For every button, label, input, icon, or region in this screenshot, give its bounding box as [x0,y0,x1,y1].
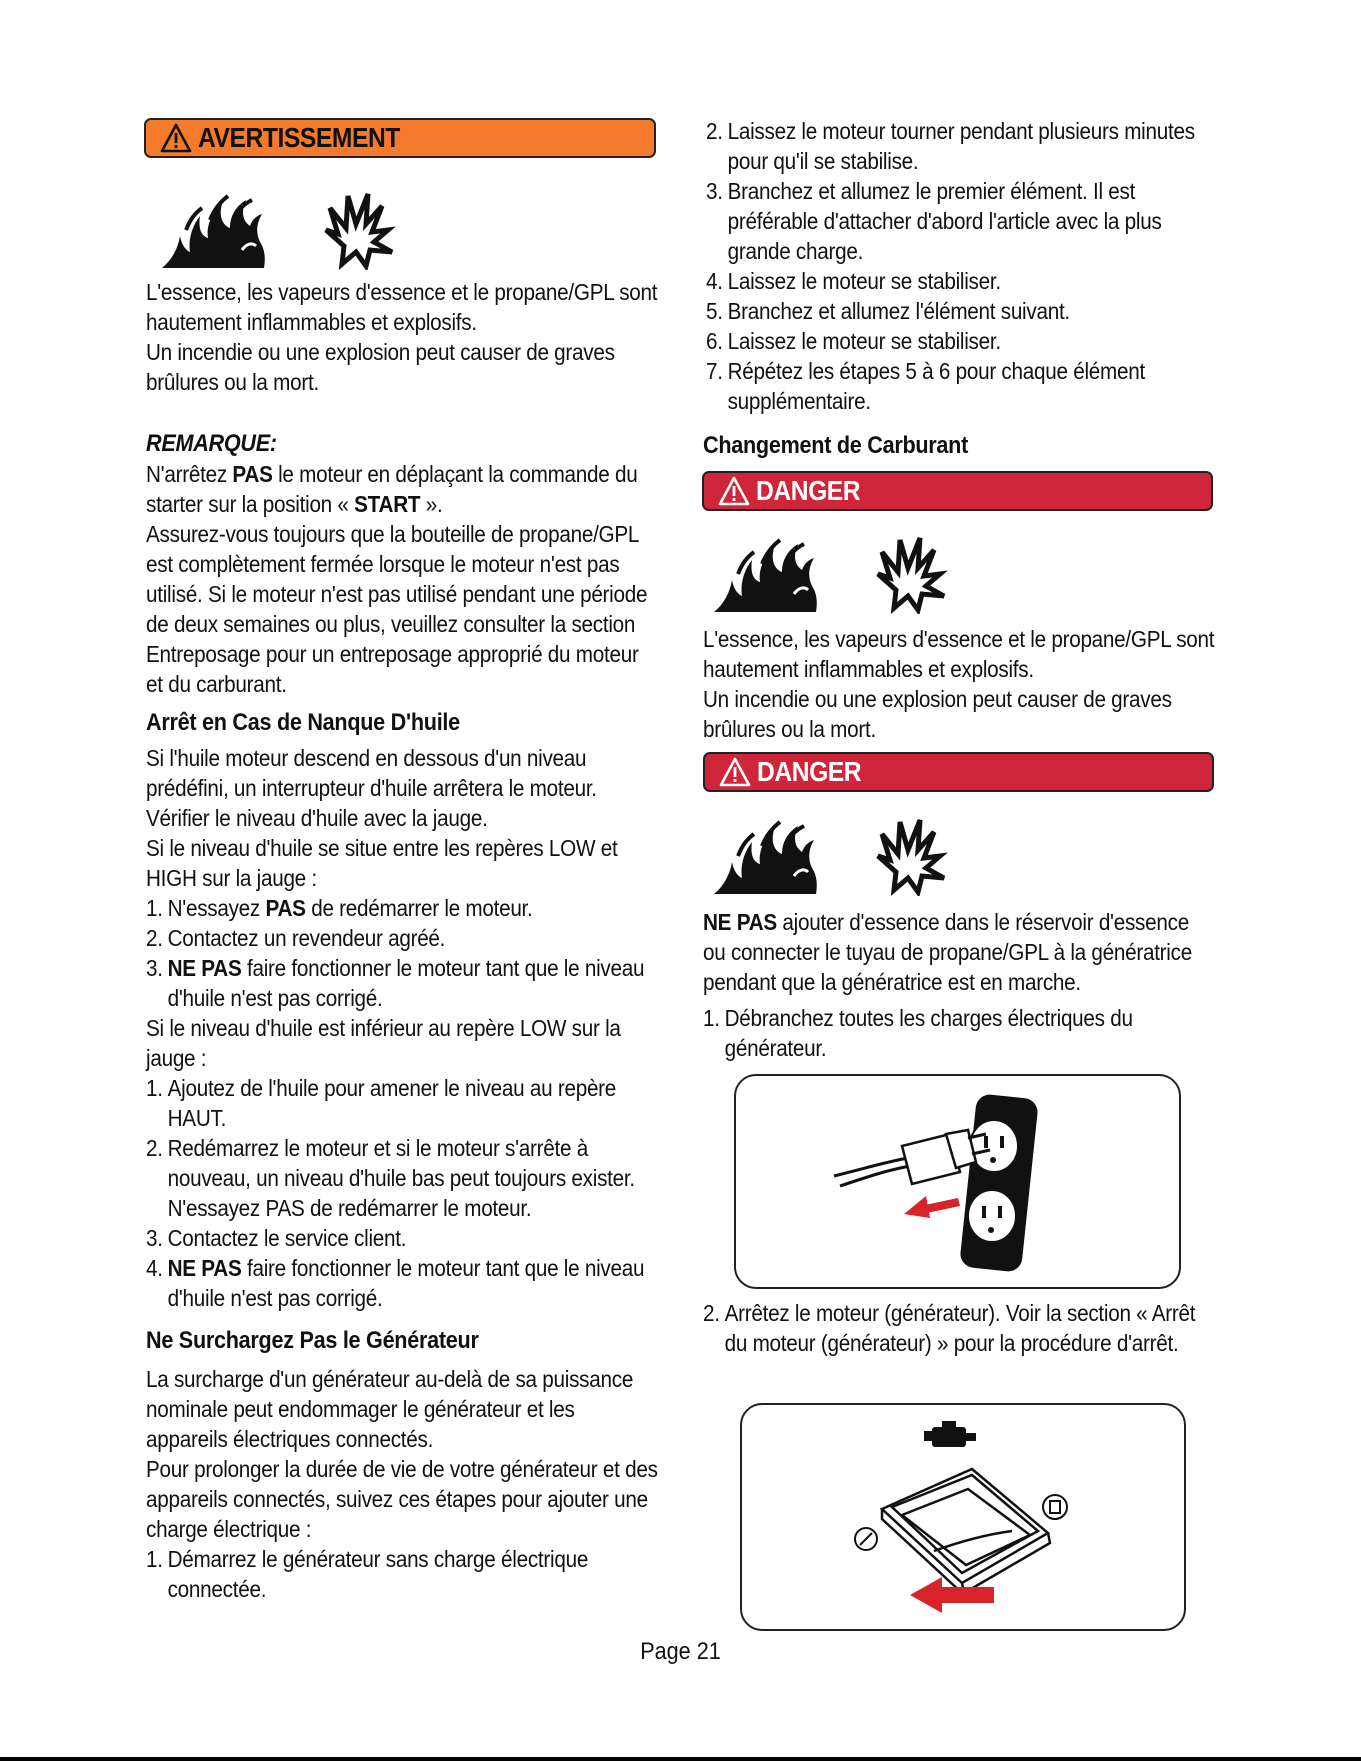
list-item: 3. Branchez et allumez le premier élément. Il est préférable d'attacher d'abord l'article avec la plus grande charge. [706,178,1162,264]
unplug-figure [734,1074,1181,1289]
hazard-text-flammable: L'essence, les vapeurs d'essence et le propane/GPL sont hautement inflammables et explosifs. [146,279,658,335]
oil-body [146,743,659,1313]
remark-paragraph-1: N'arrêtez PAS le moteur en déplaçant la commande du starter sur la position « START ». [146,461,638,517]
explosion-hazard-icon [868,816,948,896]
outlet-plug-illustration [736,1076,1179,1287]
hazard-icons [712,816,948,896]
left-hazard-text [146,277,659,397]
warning-banner-label: AVERTISSEMENT [198,122,400,153]
explosion-hazard-icon [868,534,948,614]
list-item: 2. Laissez le moteur tourner pendant plusieurs minutes pour qu'il se stabilise. [706,118,1195,174]
oil-paragraph-3: Si le niveau d'huile se situe entre les repères LOW et HIGH sur la jauge : [146,835,618,891]
hazard-icons [160,190,396,270]
oil-heading: Arrêt en Cas de Nanque D'huile [146,709,460,736]
oil-list-2 [146,1073,659,1313]
danger-banner-label: DANGER [756,475,861,506]
hazard-icons [712,534,948,614]
oil-paragraph-4: Si le niveau d'huile est inférieur au repère LOW sur la jauge : [146,1015,621,1071]
shutdown-step-2 [703,1298,1216,1358]
load-steps [706,116,1219,416]
no-refuel-warning: NE PAS ajouter d'essence dans le réservoir d'essence ou connecter le tuyau de propane/GPL à la génératrice pendant que la génératrice est en marche. [703,909,1192,995]
shutdown-list-1 [703,1003,1216,1063]
overload-heading: Ne Surchargez Pas le Générateur [146,1327,479,1354]
remark-paragraph-2: Assurez-vous toujours que la bouteille de propane/GPL est complètement fermée lorsque le moteur n'est pas utilisé. Si le moteur n'est pas utilisé pendant une période de deux semaines ou plus, veuillez consulter la section Entreposage pour un entreposage approprié du moteur et du carburant. [146,521,648,697]
list-item: 4. Laissez le moteur se stabiliser. [706,268,1001,294]
list-item: 3. NE PAS faire fonctionner le moteur tant que le niveau d'huile n'est pas corrigé. [146,955,645,1011]
engine-icon [924,1421,976,1447]
overload-list [146,1544,659,1604]
overload-paragraph-1: La surcharge d'un générateur au-delà de sa puissance nominale peut endommager le générateur et les appareils électriques connectés. [146,1366,634,1452]
danger-banner-1 [702,471,1213,511]
list-item: 2. Contactez un revendeur agréé. [146,925,446,951]
remark-heading: REMARQUE: [146,430,277,457]
list-item: 2. Arrêtez le moteur (générateur). Voir la section « Arrêt du moteur (générateur) » pour la procédure d'arrêt. [703,1300,1196,1356]
oil-list-1 [146,893,659,1013]
list-item: 1. N'essayez PAS de redémarrer le moteur. [146,895,533,921]
warning-triangle-icon [160,123,192,153]
list-item: 5. Branchez et allumez l'élément suivant. [706,298,1070,324]
hazard-text-fire: Un incendie ou une explosion peut causer de graves brûlures ou la mort. [146,339,615,395]
remark-body [146,459,659,699]
engine-switch-illustration [742,1405,1184,1629]
fire-hazard-icon [712,534,822,614]
oil-paragraph-2: Vérifier le niveau d'huile avec la jauge. [146,805,488,831]
danger-banner-label: DANGER [757,756,862,787]
fuel-valve-icon [1043,1495,1067,1519]
danger-2-body [703,907,1216,1063]
danger-banner-2 [703,752,1214,792]
fuel-heading: Changement de Carburant [703,432,969,459]
list-item: 1. Démarrez le générateur sans charge électrique connectée. [146,1546,589,1602]
oil-paragraph-1: Si l'huile moteur descend en dessous d'un niveau prédéfini, un interrupteur d'huile arrêtera le moteur. [146,745,597,801]
overload-paragraph-2: Pour prolonger la durée de vie de votre générateur et des appareils connectés, suivez ces étapes pour ajouter une charge électrique : [146,1456,658,1542]
warning-triangle-icon [718,476,750,506]
list-item: 1. Ajoutez de l'huile pour amener le niveau au repère HAUT. [146,1075,617,1131]
hazard-text-fire: Un incendie ou une explosion peut causer de graves brûlures ou la mort. [703,686,1172,742]
page-number: Page 21 [640,1638,721,1665]
list-item: 4. NE PAS faire fonctionner le moteur tant que le niveau d'huile n'est pas corrigé. [146,1255,645,1311]
right-hazard-text [703,624,1216,744]
load-steps-list [706,116,1219,416]
list-item: 6. Laissez le moteur se stabiliser. [706,328,1001,354]
fire-hazard-icon [160,190,270,270]
overload-body [146,1364,659,1604]
bottom-rule [0,1757,1361,1761]
list-item: 2. Redémarrez le moteur et si le moteur s'arrête à nouveau, un niveau d'huile bas peut toujours exister. N'essayez PAS de redémarrer le moteur. [146,1135,635,1221]
list-item: 7. Répétez les étapes 5 à 6 pour chaque élément supplémentaire. [706,358,1145,414]
warning-triangle-icon [719,757,751,787]
list-item: 3. Contactez le service client. [146,1225,407,1251]
fire-hazard-icon [712,816,822,896]
hazard-text-flammable: L'essence, les vapeurs d'essence et le propane/GPL sont hautement inflammables et explosifs. [703,626,1215,682]
switch-figure [740,1403,1186,1631]
shutdown-list-2 [703,1298,1216,1358]
warning-banner [144,118,656,158]
explosion-hazard-icon [316,190,396,270]
list-item: 1. Débranchez toutes les charges électriques du générateur. [703,1005,1133,1061]
